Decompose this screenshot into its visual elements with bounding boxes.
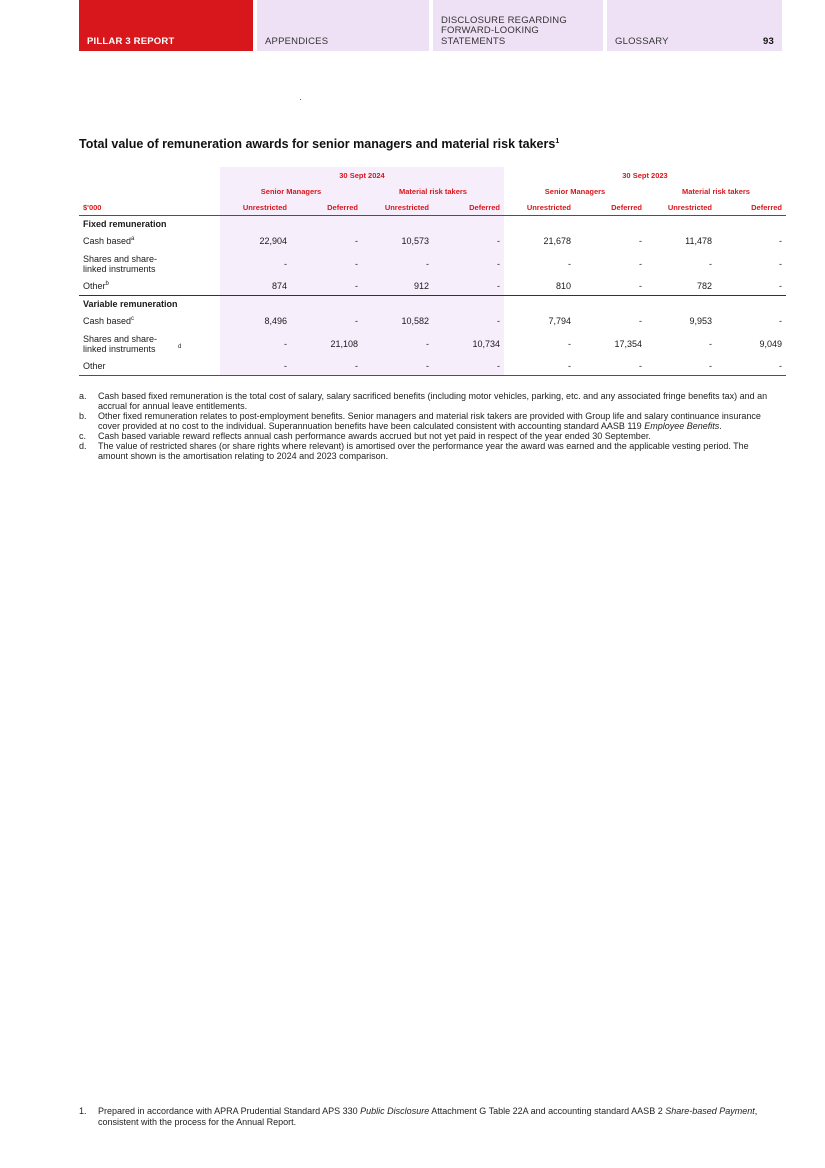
table-cell: - [291,277,362,296]
note-text [98,431,651,441]
table-cell: - [291,312,362,330]
note-text-body: Cash based fixed remuneration is the total cost of salary, salary sacrificed benefits (including motor vehicles, parking, etc. and any associated fringe benefits tax) and an accrual for annual leave entitlements. [98,391,768,411]
table-cell: 22,904 [220,232,291,250]
note-text-end: . [719,421,722,431]
row-label [79,232,220,250]
section-spacer-cell [646,296,716,313]
tab-forward-looking-label: DISCLOSURE REGARDING FORWARD-LOOKING STATEMENTS [441,14,567,47]
column-header-deferred: Deferred [751,202,782,212]
table-cell: 8,496 [220,312,291,330]
page-footnote [79,1106,784,1127]
note-text-italic: Employee Benefits [644,421,720,431]
section-spacer-cell [575,216,646,233]
table-cell: 21,108 [291,330,362,357]
stray-mark [300,99,301,100]
table-row [79,232,786,250]
row-label [79,330,220,357]
column-header-deferred: Deferred [291,199,362,216]
table-cell: - [779,316,782,326]
note-marker: c. [79,431,87,441]
note-marker: b. [79,411,87,421]
note-item [79,391,779,411]
row-label [79,312,220,330]
tab-appendices[interactable]: APPENDICES [257,0,429,51]
table-cell: - [291,250,362,277]
period-header-blank [79,167,220,183]
table-cell: - [639,361,642,371]
section-spacer-cell [220,216,291,233]
row-label-text: Cash based [83,316,132,326]
note-text-body: The value of restricted shares (or share rights where relevant) is amortised over the performance year the award was earned and the applicable vesting period. The amount shown is the amortisation relating to 2024 and 2023 comparison. [98,441,749,461]
table-cell: 21,678 [543,236,571,246]
row-footnote-marker: a [131,236,135,242]
section-spacer-cell [291,216,362,233]
table-cell: - [433,357,504,376]
section-row [79,296,786,313]
page-number: 93 [763,36,774,47]
title-footnote-marker: 1 [555,137,560,145]
table-row [79,277,786,296]
table-cell: - [220,250,291,277]
row-label [79,357,220,376]
column-header-unrestricted: Unrestricted [362,199,433,216]
footnote-italic-2: Share-based Payment [665,1106,755,1116]
row-footnote-marker: d [178,343,182,350]
column-header-row [79,199,786,216]
table-cell: 874 [220,277,291,296]
period-header-2023: 30 Sept 2023 [622,170,668,180]
top-nav [79,0,786,51]
table-cell: - [291,357,362,376]
table-cell: 11,478 [685,236,712,246]
table-cell: - [709,338,712,349]
table-cell: 9,049 [759,338,782,349]
note-item [79,441,779,461]
section-label: Fixed remuneration [83,219,167,229]
section-spacer-cell [716,296,786,313]
note-marker: a. [79,391,87,401]
row-label-text: Other [83,361,106,371]
table-cell: - [779,361,782,371]
table-cell: - [639,316,642,326]
table-cell: - [568,338,571,349]
table-cell: - [220,330,291,357]
footnote-text-part3: , consistent with the process for the Annual Report. [98,1106,758,1127]
table-cell: 9,953 [689,316,712,326]
section-spacer-cell [362,216,433,233]
tab-glossary[interactable] [607,0,782,51]
table-cell: - [362,250,433,277]
section-spacer-cell [716,216,786,233]
row-label-text: Cash based [83,236,132,246]
table-cell: 7,794 [548,316,571,326]
table-notes [79,391,779,461]
table-cell: - [220,357,291,376]
note-text-body: Other fixed remuneration relates to post-employment benefits. Senior managers and material risk takers are provided with Group life and salary continuance insurance cover provided at no cost to the individual. Superannuation benefits have been calculated consistent with accounting standard AASB 119 [98,411,761,431]
group-header-mrt-2024: Material risk takers [362,183,504,199]
page-title [79,137,559,151]
table-body [79,216,786,376]
column-header-deferred: Deferred [611,202,642,212]
table-cell: - [779,281,782,291]
column-header-unrestricted: Unrestricted [526,202,571,212]
remuneration-table [79,167,786,376]
table-cell: - [568,258,571,269]
note-text [98,441,779,461]
section-label: Variable remuneration [83,299,178,309]
row-label [79,277,220,296]
tab-forward-looking-statements[interactable] [433,0,603,51]
page-title-text: Total value of remuneration awards for senior managers and material risk takers [79,137,556,151]
section-spacer-cell [575,296,646,313]
row-label [79,250,220,277]
column-header-unrestricted: Unrestricted [220,199,291,216]
table-cell: 10,734 [433,330,504,357]
footnote-text-part2: Attachment G Table 22A and accounting standard AASB 2 [429,1106,666,1116]
section-spacer-cell [646,216,716,233]
table-cell: - [433,277,504,296]
section-spacer-cell [504,216,575,233]
table-cell: - [362,357,433,376]
group-header-blank [79,183,220,199]
table-row [79,250,786,277]
section-spacer-cell [504,296,575,313]
table-cell: - [433,312,504,330]
table-cell: 810 [555,281,571,291]
table-cell: - [639,236,642,246]
section-spacer-cell [433,216,504,233]
footnote-text-part1: Prepared in accordance with APRA Prudential Standard APS 330 [98,1106,361,1116]
note-item [79,431,779,441]
table-cell: - [779,236,782,246]
row-footnote-marker: b [105,281,109,287]
table-cell: 912 [362,277,433,296]
table-cell: - [291,232,362,250]
note-marker: d. [79,441,87,451]
table-cell: 10,573 [362,232,433,250]
table-cell: - [709,258,712,269]
section-spacer-cell [291,296,362,313]
table-cell: 782 [696,281,712,291]
group-header-row [79,183,786,199]
footnote-italic-1: Public Disclosure [360,1106,430,1116]
group-header-senior-managers-2023: Senior Managers [544,186,606,196]
table-row [79,330,786,357]
table-cell: - [709,361,712,371]
table-cell: - [433,250,504,277]
table-cell: - [639,258,642,269]
tab-glossary-label: GLOSSARY [615,36,669,47]
table-cell: 10,582 [362,312,433,330]
table-cell: - [362,330,433,357]
section-spacer-cell [362,296,433,313]
footnote-text [98,1106,784,1127]
note-item [79,411,779,431]
note-text [98,411,779,431]
row-label-text: Shares and share-linked instruments [83,253,158,274]
note-text-body: Cash based variable reward reflects annual cash performance awards accrued but not yet paid in respect of the year ended 30 September. [98,431,651,441]
table-cell: - [779,258,782,269]
table-row [79,312,786,330]
period-header-2024: 30 Sept 2024 [220,167,504,183]
row-footnote-marker: c [131,316,135,322]
section-spacer-cell [433,296,504,313]
column-header-unrestricted: Unrestricted [667,202,712,212]
note-text [98,391,779,411]
footnote-marker: 1. [79,1106,87,1116]
table-cell: - [568,361,571,371]
row-label-text: Other [83,281,106,291]
column-header-deferred: Deferred [433,199,504,216]
table-row [79,357,786,376]
table-cell: - [639,281,642,291]
tab-pillar-3-report[interactable]: PILLAR 3 REPORT [79,0,253,51]
section-spacer-cell [220,296,291,313]
section-row [79,216,786,233]
table-cell: - [433,232,504,250]
table-cell: 17,354 [614,338,642,349]
group-header-mrt-2023: Material risk takers [682,186,750,196]
row-label-text: Shares and share-linked instruments [83,333,158,354]
unit-label: $'000 [83,202,102,212]
group-header-senior-managers-2024: Senior Managers [220,183,362,199]
period-header-row [79,167,786,183]
